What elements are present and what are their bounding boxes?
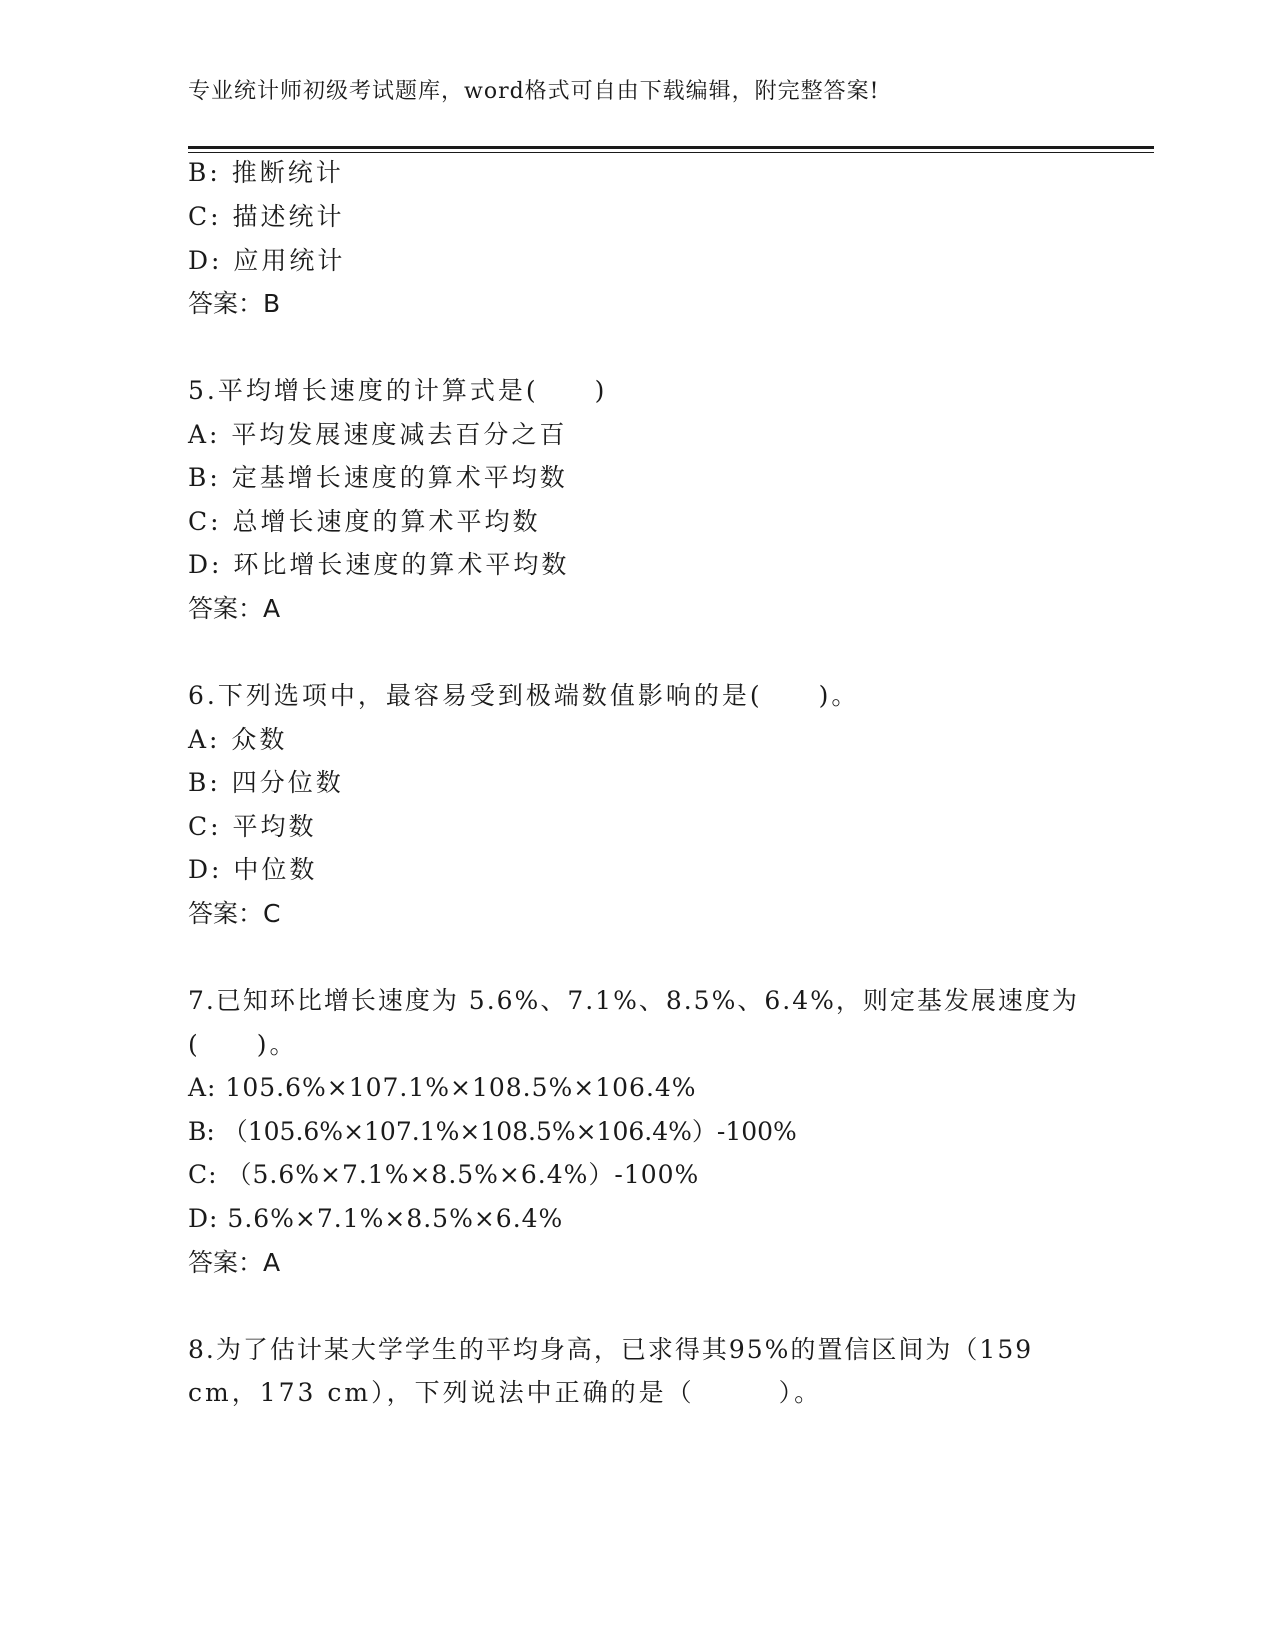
- q5-answer: 答案：A: [188, 594, 281, 623]
- q4-answer: 答案：B: [188, 289, 281, 318]
- q6-option-a: A: 众数: [188, 725, 288, 754]
- q7-option-d: D: 5.6%×7.1%×8.5%×6.4%: [188, 1204, 564, 1233]
- q7-option-c: C: （5.6%×7.1%×8.5%×6.4%）-100%: [188, 1160, 700, 1189]
- header-rule-thick: [188, 146, 1154, 149]
- q7-option-a: A: 105.6%×107.1%×108.5%×106.4%: [188, 1073, 697, 1102]
- q7-option-b: B: （105.6%×107.1%×108.5%×106.4%）-100%: [188, 1117, 797, 1146]
- q4-option-d: D: 应用统计: [188, 246, 346, 275]
- q8-stem-line2: cm，173 cm），下列说法中正确的是（ ）。: [188, 1378, 823, 1407]
- page-header: 专业统计师初级考试题库，word格式可自由下载编辑，附完整答案!: [188, 79, 880, 104]
- q6-answer: 答案：C: [188, 899, 281, 928]
- q5-option-b: B: 定基增长速度的算术平均数: [188, 463, 568, 492]
- q4-option-c: C: 描述统计: [188, 202, 345, 231]
- q7-stem-line2: ( )。: [188, 1030, 298, 1059]
- q4-option-b: B: 推断统计: [188, 158, 344, 187]
- q6-option-b: B: 四分位数: [188, 768, 344, 797]
- q8-stem-line1: 8.为了估计某大学学生的平均身高，已求得其95%的置信区间为（159: [188, 1335, 1034, 1364]
- q5-stem: 5.平均增长速度的计算式是( ): [188, 376, 608, 405]
- q5-option-d: D: 环比增长速度的算术平均数: [188, 550, 570, 579]
- q6-option-d: D: 中位数: [188, 855, 318, 884]
- q5-option-a: A: 平均发展速度减去百分之百: [188, 420, 568, 449]
- q5-option-c: C: 总增长速度的算术平均数: [188, 507, 541, 536]
- q6-option-c: C: 平均数: [188, 812, 317, 841]
- q7-answer: 答案：A: [188, 1248, 281, 1277]
- q7-stem-line1: 7.已知环比增长速度为 5.6%、7.1%、8.5%、6.4%，则定基发展速度为: [188, 986, 1079, 1015]
- header-rule-thin: [188, 152, 1154, 153]
- q6-stem: 6.下列选项中，最容易受到极端数值影响的是( )。: [188, 681, 860, 710]
